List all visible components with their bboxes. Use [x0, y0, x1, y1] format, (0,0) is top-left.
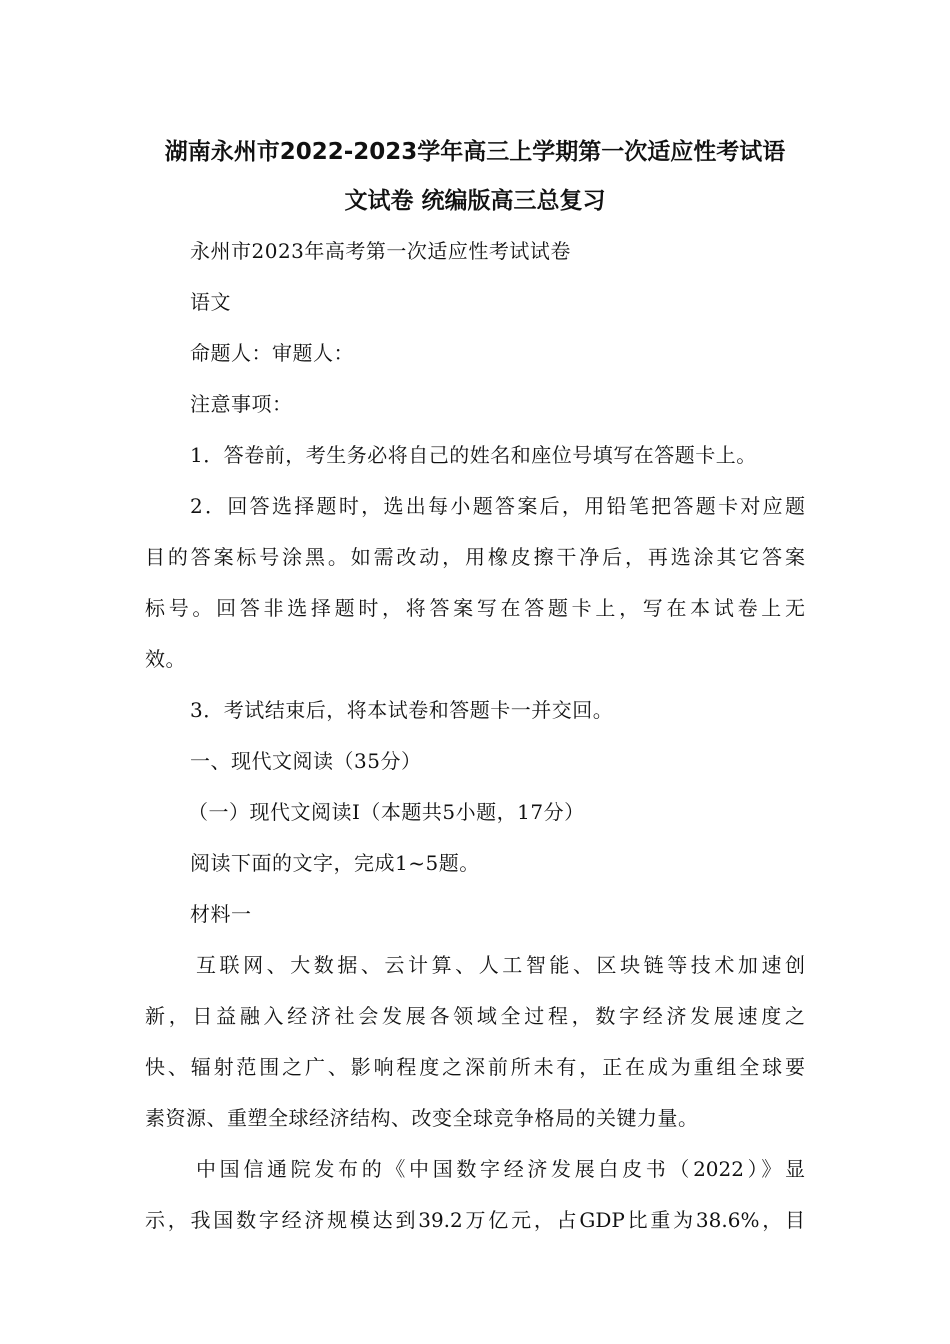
document-title-line-2: 文试卷 统编版高三总复习 [344, 188, 606, 214]
material-label: 材料一 [190, 902, 252, 926]
paragraph-1-line-3: 快、辐射范围之广、影响程度之深前所未有，正在成为重组全球要 [145, 1055, 805, 1079]
reading-instruction: 阅读下面的文字，完成1~5题。 [190, 851, 480, 875]
paragraph-1-line-1: 互联网、大数据、云计算、人工智能、区块链等技术加速创 [196, 953, 805, 977]
note-item-2-line-4: 效。 [145, 647, 186, 671]
paragraph-2-line-1: 中国信通院发布的《中国数字经济发展白皮书（2022）》显 [196, 1157, 805, 1181]
document-title-line-1: 湖南永州市2022-2023学年高三上学期第一次适应性考试语 [164, 139, 786, 165]
note-item-2-line-1: 2．回答选择题时，选出每小题答案后，用铅笔把答题卡对应题 [190, 494, 805, 518]
subsection-heading: （一）现代文阅读Ⅰ（本题共5小题，17分） [188, 800, 585, 824]
notes-heading: 注意事项： [190, 392, 293, 416]
subject-label: 语文 [190, 290, 231, 314]
note-item-3: 3．考试结束后，将本试卷和答题卡一并交回。 [190, 698, 614, 722]
exam-name: 永州市2023年高考第一次适应性考试试卷 [190, 239, 571, 263]
paragraph-2-line-2: 示，我国数字经济规模达到39.2万亿元，占GDP比重为38.6%，目 [145, 1208, 805, 1232]
note-item-2-line-2: 目的答案标号涂黑。如需改动，用橡皮擦干净后，再选涂其它答案 [145, 545, 805, 569]
note-item-2-line-3: 标号。回答非选择题时，将答案写在答题卡上，写在本试卷上无 [145, 596, 805, 620]
authors-line: 命题人：审题人： [190, 341, 354, 365]
note-item-1: 1．答卷前，考生务必将自己的姓名和座位号填写在答题卡上。 [190, 443, 757, 467]
section-heading: 一、现代文阅读（35分） [190, 749, 422, 773]
paragraph-1-line-2: 新，日益融入经济社会发展各领域全过程，数字经济发展速度之 [145, 1004, 805, 1028]
paragraph-1-line-4: 素资源、重塑全球经济结构、改变全球竞争格局的关键力量。 [145, 1106, 699, 1130]
